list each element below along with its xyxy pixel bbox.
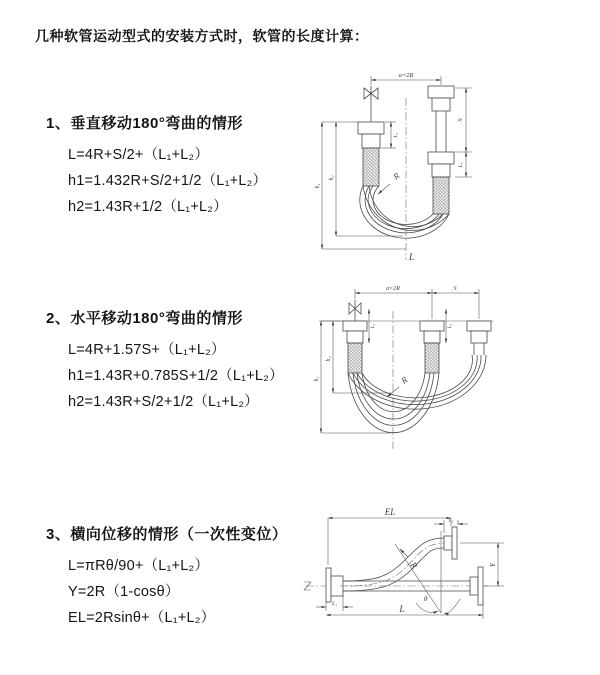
section-heading: 3、横向位移的情形（一次性变位） [46,526,288,543]
hose-s-curve [340,538,448,591]
dim-label-s: S [457,118,464,122]
page-title: 几种软管运动型式的安装方式时，软管的长度计算： [35,28,369,44]
dim-label-l1: L₁ [332,601,337,607]
dim-label-h2: h₂ [329,175,335,181]
right-flange-original [470,567,483,605]
right-flange-upper [428,86,454,111]
braided-hose-middle [425,343,439,373]
dim-label-s: S [453,286,457,292]
section-3 [46,523,316,631]
tube-original-position [343,581,470,591]
angle-label: θ [424,595,428,603]
dimension-s [455,88,472,152]
formula-line: L=4R+1.57S+（L₁+L₂） [68,342,226,358]
formula-line: h1=1.432R+S/2+1/2（L₁+L₂） [68,173,268,189]
formula-line: L=4R+S/2+（L₁+L₂） [68,147,210,163]
right-flange-displaced [444,527,457,559]
dim-label-el: EL [384,507,396,517]
diagram-lateral-displacement [298,503,598,643]
formula-line: h1=1.43R+0.785S+1/2（L₁+L₂） [68,368,284,384]
length-label: L [409,253,415,263]
dimension-l1 [316,595,353,611]
formula-line: h2=1.43R+1/2（L₁+L₂） [68,199,228,215]
dimension-el [328,507,451,565]
right-flange-lower [428,152,454,177]
dimension-a2r [355,286,479,319]
left-flange [358,122,384,148]
dim-label-h2: h₂ [326,356,332,362]
dim-label-l1: L₁ [393,132,399,138]
middle-flange [420,321,444,343]
hose-u-position-b [348,355,486,409]
dim-label-l: L [399,605,405,615]
dimension-a2r [371,72,441,85]
formula-line: h2=1.43R+S/2+1/2（L₁+L₂） [68,394,259,410]
dimension-h1 [315,122,406,249]
dimension-l2 [446,309,453,343]
formula-line: Y=2R（1-cosθ） [68,584,180,600]
dim-label-l2: L₂ [448,517,454,524]
dimension-l [326,603,483,619]
dim-label-l2: L₂ [448,323,453,329]
braided-hose-right [433,177,449,214]
formula-line: L=πRθ/90+（L₁+L₂） [68,558,210,574]
radius-label: R [391,170,402,182]
radius-label: R [399,374,410,386]
left-flange [326,568,343,602]
dim-label-a2r: a=2R [386,286,400,292]
dim-label-y: Y [488,562,497,568]
valve-icon [349,300,361,321]
braided-hose-left [348,343,362,373]
formula-block [68,553,316,631]
dimension-l2 [455,152,472,177]
diagram-horizontal-180-bend [303,281,598,461]
formula-block [68,337,316,415]
formula-block [68,142,316,220]
diagram-vertical-180-bend [306,66,596,266]
section-heading: 1、垂直移动180°弯曲的情形 [46,115,243,132]
section-1 [46,112,316,220]
dim-label-l2: L₂ [458,162,464,168]
dim-label-l1: L₁ [371,323,376,329]
radius-callout [378,170,402,194]
hose-u-position-a [348,373,439,433]
formula-line: EL=2Rsinθ+（L₁+L₂） [68,610,216,626]
section-heading: 2、水平移动180°弯曲的情形 [46,310,243,327]
section-2 [46,307,316,415]
radius-label: R [408,560,420,571]
dimension-l1 [369,309,376,343]
dim-label-h1: h₁ [315,183,321,189]
dim-label-h1: h₁ [314,376,320,382]
radius-callout [400,549,420,571]
valve-icon [364,86,378,122]
braided-hose-left [363,148,379,186]
left-flange [343,321,367,343]
dim-label-a2r: a=2R [398,72,414,79]
right-flange [467,321,491,355]
